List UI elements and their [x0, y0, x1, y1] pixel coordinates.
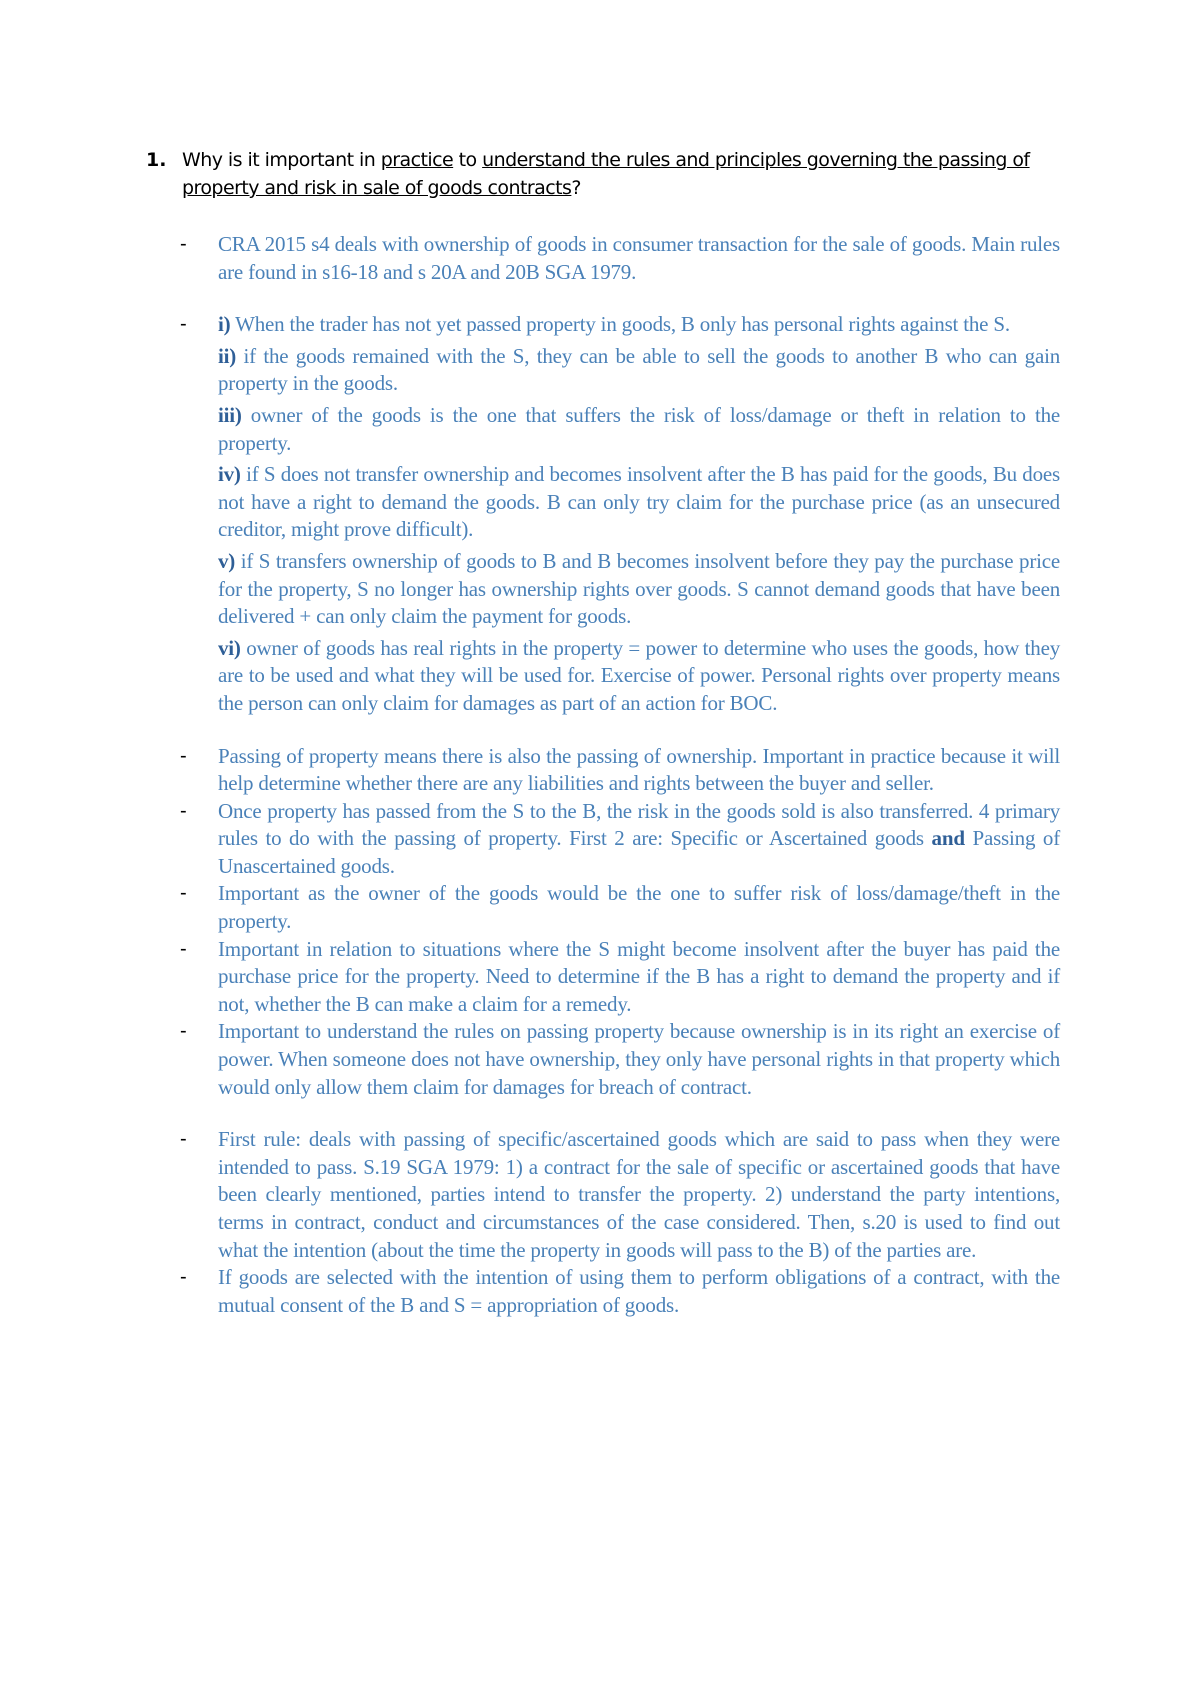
sub-point — [218, 311, 1060, 339]
bullet-item — [180, 936, 1060, 1019]
bullet-item — [180, 311, 1060, 717]
bullet-text-segment: Passing of Unascertained goods. — [218, 826, 1060, 878]
bullet-text: First rule: deals with passing of specific/ascertained goods which are said to pass when they were intended to pass. S.19 SGA 1979: 1) a contract for the sale of specific or ascertained goods that have been clearly mentioned, parties intend to transfer the property. 2) understand the party intentions, terms in contract, conduct and circumstances of the case considered. Then, s.20 is used to find out what the intention (about the time the property in goods will pass to the B) of the parties are. — [218, 1127, 1060, 1262]
sub-point-label: iv) — [218, 462, 241, 487]
bullet-dash: - — [180, 233, 187, 255]
sub-point-label: ii) — [218, 343, 237, 368]
question-text — [182, 146, 1076, 202]
sub-point-label: v) — [218, 548, 236, 573]
question-text-segment: Why is it important in — [182, 149, 381, 171]
sub-point-label: iii) — [218, 402, 242, 427]
question-number: 1. — [146, 149, 167, 171]
sub-point-text: owner of the goods is the one that suffers the risk of loss/damage or theft in relation to the property. — [218, 402, 1060, 455]
sub-point-text: if the goods remained with the S, they can be able to sell the goods to another B who can gain property in the goods. — [218, 343, 1060, 396]
bullet-dash: - — [180, 313, 187, 336]
sub-point — [218, 635, 1060, 718]
question-text-segment: to — [453, 149, 483, 171]
sub-point — [218, 461, 1060, 544]
bullet-dash: - — [180, 799, 187, 822]
question-text-segment: ? — [571, 177, 581, 199]
bullet-bold-text: and — [931, 826, 965, 851]
question-heading — [146, 146, 1076, 202]
bullet-dash: - — [180, 744, 187, 767]
sub-point-label: i) — [218, 312, 231, 337]
sub-point-text: if S does not transfer ownership and becomes insolvent after the B has paid for the goods, Bu does not have a right to demand the goods. B can only try claim for the purchase price (as an unsecured creditor, might prove difficult). — [218, 462, 1060, 542]
sub-point-text: owner of goods has real rights in the property = power to determine who uses the goods, how they are to be used and what they will be used for. Exercise of power. Personal rights over property means the person can only claim for damages as part of an action for BOC. — [218, 635, 1060, 715]
bullet-text: Important in relation to situations where the S might become insolvent after the buyer has paid the purchase price for the property. Need to determine if the B has a right to demand the property and if not, whether the B can make a claim for a remedy. — [218, 936, 1060, 1016]
bullet-list — [180, 231, 1060, 1319]
bullet-dash: - — [180, 1020, 187, 1043]
bullet-text: Important to understand the rules on passing property because ownership is in its right an exercise of power. When someone does not have ownership, they only have personal rights in that property which would only allow them claim for damages for breach of contract. — [218, 1019, 1060, 1099]
bullet-text-segment: Once property has passed from the S to the B, the risk in the goods sold is also transferred. 4 primary rules to do with the passing of property. First 2 are: Specific or Ascertained goods — [218, 798, 1060, 851]
bullet-dash: - — [180, 1128, 187, 1151]
sub-point — [218, 402, 1060, 457]
bullet-dash: - — [180, 882, 187, 905]
question-underlined-text: practice — [380, 149, 454, 171]
bullet-text: CRA 2015 s4 deals with ownership of goods in consumer transaction for the sale of goods. Main rules are found in s16-18 and s 20A and 20B SGA 1979. — [218, 232, 1060, 284]
bullet-item — [180, 798, 1060, 881]
bullet-item — [180, 880, 1060, 935]
bullet-text: Passing of property means there is also the passing of ownership. Important in practice because it will help determine whether there are any liabilities and rights between the buyer and seller. — [218, 743, 1060, 796]
bullet-dash: - — [180, 937, 187, 960]
sub-point — [218, 548, 1060, 631]
sub-point-label: vi) — [218, 635, 241, 660]
bullet-item — [180, 1018, 1060, 1101]
bullet-item — [180, 1126, 1060, 1264]
sub-point — [218, 343, 1060, 398]
question-underlined-text: understand the rules and principles governing the passing of property and risk in sale of goods contracts — [182, 149, 1030, 199]
bullet-dash: - — [180, 1266, 187, 1289]
bullet-item — [180, 231, 1060, 286]
bullet-item — [180, 743, 1060, 798]
sub-point-text: When the trader has not yet passed property in goods, B only has personal rights against the S. — [230, 312, 1010, 337]
bullet-text: Important as the owner of the goods would be the one to suffer risk of loss/damage/theft in the property. — [218, 881, 1060, 934]
bullet-item — [180, 1264, 1060, 1319]
bullet-text: If goods are selected with the intention of using them to perform obligations of a contract, with the mutual consent of the B and S = appropriation of goods. — [218, 1265, 1060, 1317]
sub-point-text: if S transfers ownership of goods to B and B becomes insolvent before they pay the purchase price for the property, S no longer has ownership rights over goods. S cannot demand goods that have been delivered + can only claim the payment for goods. — [218, 548, 1060, 629]
